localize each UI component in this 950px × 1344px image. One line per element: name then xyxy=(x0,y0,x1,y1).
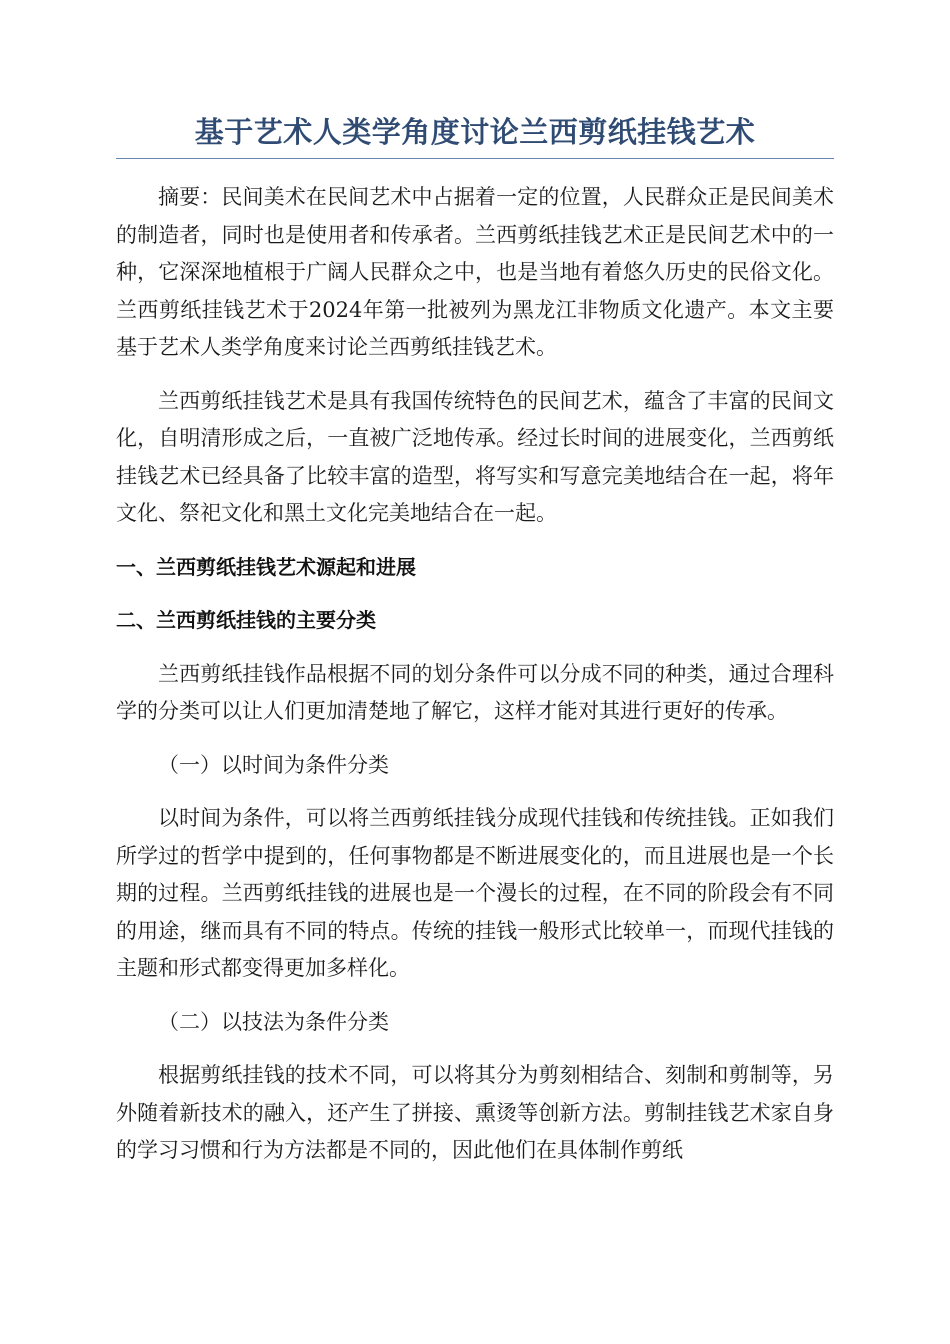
subsection-2-heading: （二）以技法为条件分类 xyxy=(158,1009,389,1034)
subsection-1-heading: （一）以时间为条件分类 xyxy=(158,752,389,777)
subsection-2-paragraph: 根据剪纸挂钱的技术不同，可以将其分为剪刻相结合、刻制和剪制等，另外随着新技术的融入，还产生了拼接、熏烫等创新方法。剪制挂钱艺术家自身的学习习惯和行为方法都是不同的，因此他们在具体制作剪纸 xyxy=(116,1063,834,1162)
subsection-1-paragraph: 以时间为条件，可以将兰西剪纸挂钱分成现代挂钱和传统挂钱。正如我们所学过的哲学中提到的，任何事物都是不断进展变化的，而且进展也是一个长期的过程。兰西剪纸挂钱的进展也是一个漫长的过程，在不同的阶段会有不同的用途，继而具有不同的特点。传统的挂钱一般形式比较单一，而现代挂钱的主题和形式都变得更加多样化。 xyxy=(116,806,834,980)
document-title: 基于艺术人类学角度讨论兰西剪纸挂钱艺术 xyxy=(116,108,834,159)
section-2-heading: 二、兰西剪纸挂钱的主要分类 xyxy=(116,608,376,632)
section-1-heading: 一、兰西剪纸挂钱艺术源起和进展 xyxy=(116,554,416,579)
document-page xyxy=(116,108,834,1186)
abstract-paragraph: 摘要：民间美术在民间艺术中占据着一定的位置，人民群众正是民间美术的制造者，同时也是使用者和传承者。兰西剪纸挂钱艺术正是民间艺术中的一种，它深深地植根于广阔人民群众之中，也是当地有着悠久历史的民俗文化。兰西剪纸挂钱艺术于2024年第一批被列为黑龙江非物质文化遗产。本文主要基于艺术人类学角度来讨论兰西剪纸挂钱艺术。 xyxy=(116,185,834,359)
intro-paragraph: 兰西剪纸挂钱艺术是具有我国传统特色的民间艺术，蕴含了丰富的民间文化，自明清形成之后，一直被广泛地传承。经过长时间的进展变化，兰西剪纸挂钱艺术已经具备了比较丰富的造型，将写实和写意完美地结合在一起，将年文化、祭祀文化和黑土文化完美地结合在一起。 xyxy=(116,388,834,525)
section-2-intro-paragraph: 兰西剪纸挂钱作品根据不同的划分条件可以分成不同的种类，通过合理科学的分类可以让人们更加清楚地了解它，这样才能对其进行更好的传承。 xyxy=(116,661,834,723)
